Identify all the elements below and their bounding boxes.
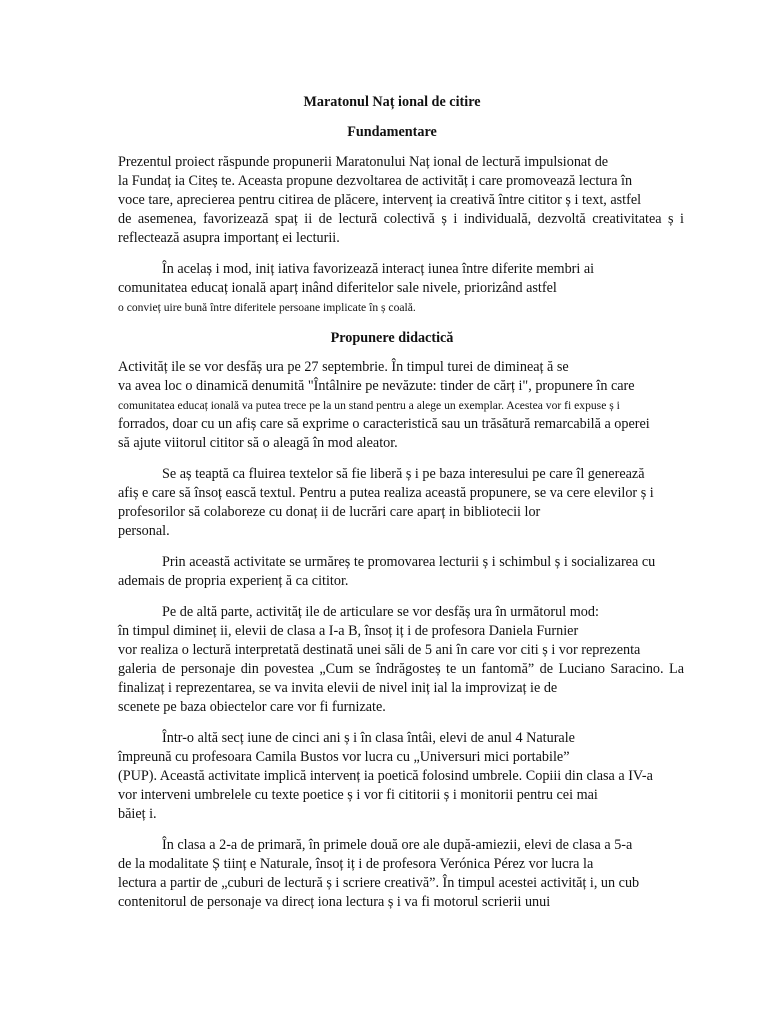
paragraph-line: în timpul dimineț ii, elevii de clasa a I-a B, însoț iț i de profesora Daniela Furnier xyxy=(118,623,579,639)
document-title: Maratonul Naț ional de citire xyxy=(303,94,481,110)
paragraph-line: lectura a partir de „cuburi de lectură ș i scriere creativă”. În timpul acestei activităț i, un cub xyxy=(118,875,640,891)
paragraph-line: Activităț ile se vor desfăș ura pe 27 septembrie. În timpul turei de dimineaț ă se xyxy=(118,359,569,375)
paragraph-line: forrados, doar cu un afiș care să exprime o caracteristică sau un trăsătură remarcabilă a operei xyxy=(118,416,650,432)
paragraph-line: reflectează asupra importanț ei lecturii. xyxy=(118,230,340,246)
paragraph-line: băieț i. xyxy=(118,806,157,822)
paragraph-line: vor interveni umbrelele cu texte poetice ș i vor fi cititorii ș i monitorii pentru cei mai xyxy=(118,787,598,803)
paragraph-line: o convieț uire bună între diferitele persoane implicate în ș coală. xyxy=(118,301,416,314)
paragraph-line: comunitatea educaț ională aparț inând diferitelor sale nivele, priorizând astfel xyxy=(118,280,557,296)
paragraph-line: (PUP). Această activitate implică intervenț ia poetică folosind umbrele. Copiii din clasa a IV-a xyxy=(118,768,653,784)
paragraph-line: împreună cu profesoara Camila Bustos vor lucra cu „Universuri mici portabile” xyxy=(118,749,570,765)
paragraph-line: Se aș teaptă ca fluirea textelor să fie liberă ș i pe baza interesului pe care îl generează xyxy=(162,466,645,482)
paragraph-line: personal. xyxy=(118,523,170,539)
paragraph-line: În acelaș i mod, iniț iativa favorizează interacț iunea între diferite membri ai xyxy=(162,261,595,277)
paragraph-line: vor realiza o lectură interpretată destinată unei săli de 5 ani în care vor citi ș i vor reprezenta xyxy=(118,642,641,658)
paragraph-line: Prin această activitate se urmăreș te promovarea lecturii ș i schimbul ș i socializarea cu xyxy=(162,554,656,570)
paragraph-line: la Fundaț ia Citeș te. Aceasta propune dezvoltarea de activităț i care promovează lectura în xyxy=(118,173,633,189)
paragraph-line: voce tare, aprecierea pentru citirea de plăcere, intervenț ia creativă între cititor ș i text, astfel xyxy=(118,192,642,208)
paragraph-line: afiș e care să însoț ească textul. Pentru a putea realiza această propunere, se va cere elevilor ș i xyxy=(118,485,654,501)
paragraph-line: În clasa a 2-a de primară, în primele două ore ale după-amiezii, elevi de clasa a 5-a xyxy=(162,837,633,853)
paragraph-line: finalizaț i reprezentarea, se va invita elevii de nivel iniț ial la improvizaț ie de xyxy=(118,680,558,696)
paragraph-line: ademais de propria experienț ă ca cititor. xyxy=(118,573,349,589)
paragraph-line: scenete pe baza obiectelor care vor fi furnizate. xyxy=(118,699,386,715)
paragraph-line: profesorilor să colaboreze cu donaț ii de lucrări care aparț in bibliotecii lor xyxy=(118,504,541,520)
paragraph-line: comunitatea educaț ională va putea trece pe la un stand pentru a alege un exemplar. Acestea vor fi expuse ș i xyxy=(118,399,620,412)
paragraph-line: Prezentul proiect răspunde propunerii Maratonului Naț ional de lectură impulsionat de xyxy=(118,154,609,170)
section-heading-fundamentare: Fundamentare xyxy=(347,124,437,140)
paragraph-line: contenitorul de personaje va direcț iona lectura ș i va fi motorul scrierii unui xyxy=(118,894,551,910)
paragraph-line: Pe de altă parte, activităț ile de articulare se vor desfăș ura în următorul mod: xyxy=(162,604,599,620)
paragraph-line: galeria de personaje din povestea „Cum se îndrăgosteș te un fantomă” de Luciano Saracino. La xyxy=(118,661,684,677)
paragraph-line: Într-o altă secț iune de cinci ani ș i în clasa întâi, elevi de anul 4 Naturale xyxy=(162,730,575,746)
paragraph-line: să ajute viitorul cititor să o aleagă în mod aleator. xyxy=(118,435,398,451)
section-heading-propunere: Propunere didactică xyxy=(330,330,454,346)
paragraph-line: de la modalitate Ș tiinț e Naturale, însoț iț i de profesora Verónica Pérez vor lucra la xyxy=(118,856,594,872)
paragraph-line: va avea loc o dinamică denumită "Întâlnire pe nevăzute: tinder de cărț i", propunere în care xyxy=(118,378,635,394)
paragraph-line: de asemenea, favorizează spaț ii de lectură colectivă ș i individuală, dezvoltă creativitatea ș i xyxy=(118,211,684,227)
